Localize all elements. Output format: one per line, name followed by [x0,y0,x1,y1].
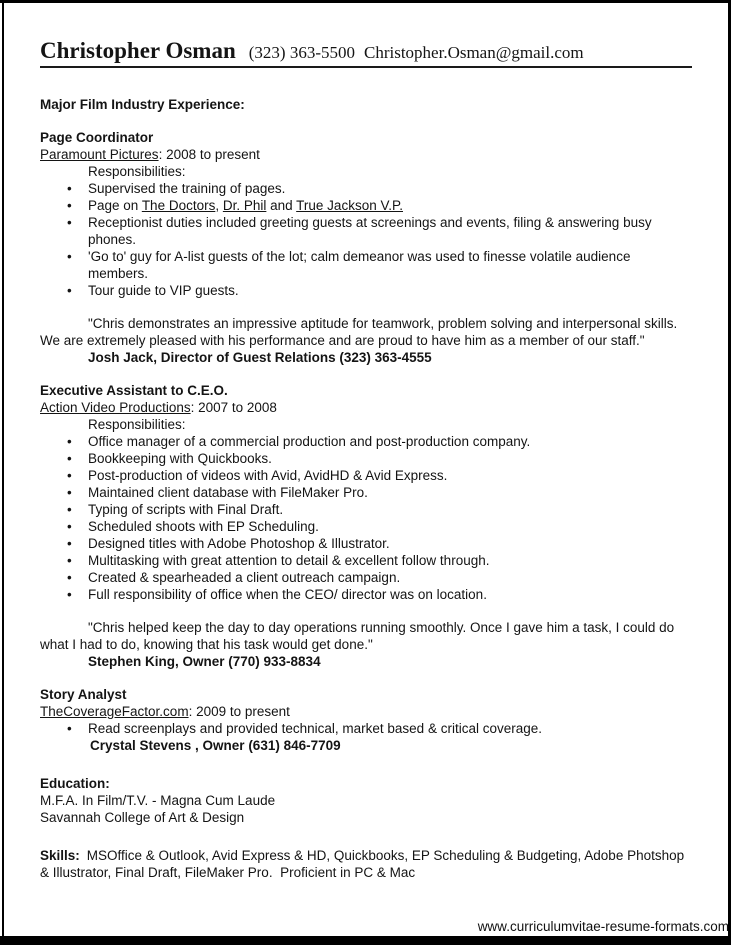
company-name: TheCoverageFactor.com [40,704,189,719]
scan-edge-bottom [0,936,731,945]
bullet-item: • Designed titles with Adobe Photoshop & Illustrator. [40,535,692,552]
bullet-item: • Page on The Doctors, Dr. Phil and True Jackson V.P. [40,197,692,214]
bullet-item: • Post-production of videos with Avid, AvidHD & Avid Express. [40,467,692,484]
job-bullet-list [40,180,692,299]
skills-text: MSOffice & Outlook, Avid Express & HD, Quickbooks, EP Scheduling & Budgeting, Adobe Photshop & Illustrator, Final Draft, FileMaker Pro. Proficient in PC & Mac [40,848,688,880]
job-page-coordinator [40,129,692,366]
bullet-item: • Created & spearheaded a client outreach campaign. [40,569,692,586]
bullet-item: • Office manager of a commercial production and post-production company. [40,433,692,450]
experience-heading: Major Film Industry Experience: [40,97,245,112]
bullet-item: • Multitasking with great attention to detail & excellent follow through. [40,552,692,569]
header-divider [40,66,692,68]
company-name: Paramount Pictures [40,147,159,162]
job-dates: : 2008 to present [158,147,260,162]
company-name: Action Video Productions [40,400,191,415]
header [40,38,692,63]
bullet-item: • Bookkeeping with Quickbooks. [40,450,692,467]
bullet-item: • Typing of scripts with Final Draft. [40,501,692,518]
bullet-item: • Read screenplays and provided technical, market based & critical coverage. [40,720,692,737]
candidate-phone: (323) 363-5500 [248,43,355,62]
resume-content [40,38,692,881]
job-bullet-list [40,720,692,737]
education-degree: M.F.A. In Film/T.V. - Magna Cum Laude [40,793,276,808]
bullet-item: • 'Go to' guy for A-list guests of the lot; calm demeanor was used to finesse volatile audience members. [40,248,692,282]
job-title: Story Analyst [40,687,127,702]
education-section [40,775,692,826]
bullet-item: • Tour guide to VIP guests. [40,282,692,299]
bullet-item: • Scheduled shoots with EP Scheduling. [40,518,692,535]
reference-quote: "Chris demonstrates an impressive aptitude for teamwork, problem solving and interpersonal skills. We are extremely pleased with his performance and are proud to have him as a member of our staff." [40,316,678,348]
scan-edge-left [2,0,4,945]
education-school: Savannah College of Art & Design [40,810,245,825]
job-dates: : 2007 to 2008 [190,400,277,415]
responsibilities-label: Responsibilities: [88,164,186,179]
company-line [40,146,692,163]
reference-attribution: Crystal Stevens , Owner (631) 846-7709 [90,738,341,753]
watermark-url: www.curriculumvitae-resume-formats.com [477,919,729,934]
job-dates: : 2009 to present [188,704,290,719]
bullet-item: • Supervised the training of pages. [40,180,692,197]
education-heading: Education: [40,776,110,791]
company-line [40,399,692,416]
reference-attribution: Josh Jack, Director of Guest Relations (323) 363-4555 [88,350,432,365]
job-title: Executive Assistant to C.E.O. [40,383,228,398]
responsibilities-label: Responsibilities: [88,417,186,432]
bullet-item: • Full responsibility of office when the CEO/ director was on location. [40,586,692,603]
company-line [40,703,692,720]
skills-heading: Skills: [40,848,80,863]
candidate-name: Christopher Osman [40,38,236,63]
candidate-email: Christopher.Osman@gmail.com [363,43,584,62]
job-title: Page Coordinator [40,130,154,145]
bullet-item: • Receptionist duties included greeting guests at screenings and events, filing & answering busy phones. [40,214,692,248]
job-bullet-list [40,433,692,603]
skills-section [40,847,692,881]
reference-attribution: Stephen King, Owner (770) 933-8834 [88,654,321,669]
scan-edge-top [0,0,731,3]
reference-quote: "Chris helped keep the day to day operations running smoothly. Once I gave him a task, I could do what I had to do, knowing that his task would get done." [40,620,675,652]
job-story-analyst [40,686,692,754]
bullet-item: • Maintained client database with FileMaker Pro. [40,484,692,501]
job-executive-assistant [40,382,692,670]
